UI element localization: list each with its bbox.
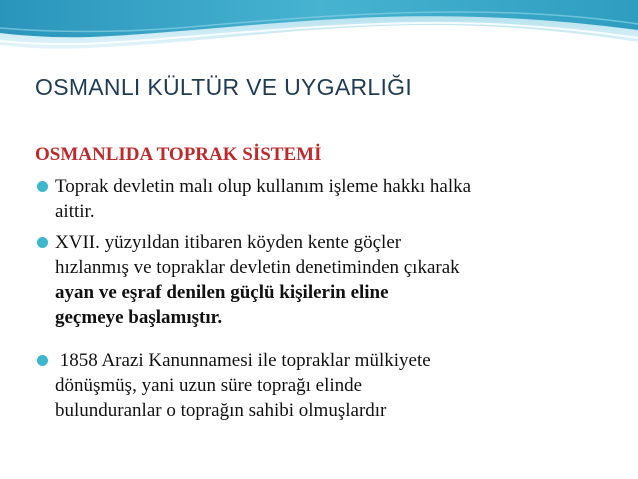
header-wave-banner [0,0,638,62]
bullet-line: dönüşmüş, yani uzun süre toprağı elinde [55,375,363,396]
bullet-dot-icon [37,355,48,366]
bullet-line-bold: ayan ve eşraf denilen güçlü kişilerin eline [55,282,389,303]
bullet-line: aittir. [55,201,95,222]
bullet-line: 1858 Arazi Kanunnamesi ile topraklar mülkiyete [55,350,431,371]
slide-subtitle: OSMANLIDA TOPRAK SİSTEMİ [35,144,322,165]
bullet-dot-icon [37,237,48,248]
bullet-line: XVII. yüzyıldan itibaren köyden kente göçler [55,232,402,253]
bullet-line-bold: geçmeye başlamıştır. [55,307,223,328]
wave-decoration [0,0,638,62]
bullet-line: Toprak devletin malı olup kullanım işleme hakkı halka [55,176,472,197]
bullet-dot-icon [37,181,48,192]
bullet-line: bulunduranlar o toprağın sahibi olmuşlardır [55,400,387,421]
bullet-line: hızlanmış ve topraklar devletin denetiminden çıkarak [55,257,460,278]
slide-title: OSMANLI KÜLTÜR VE UYGARLIĞI [35,74,413,100]
